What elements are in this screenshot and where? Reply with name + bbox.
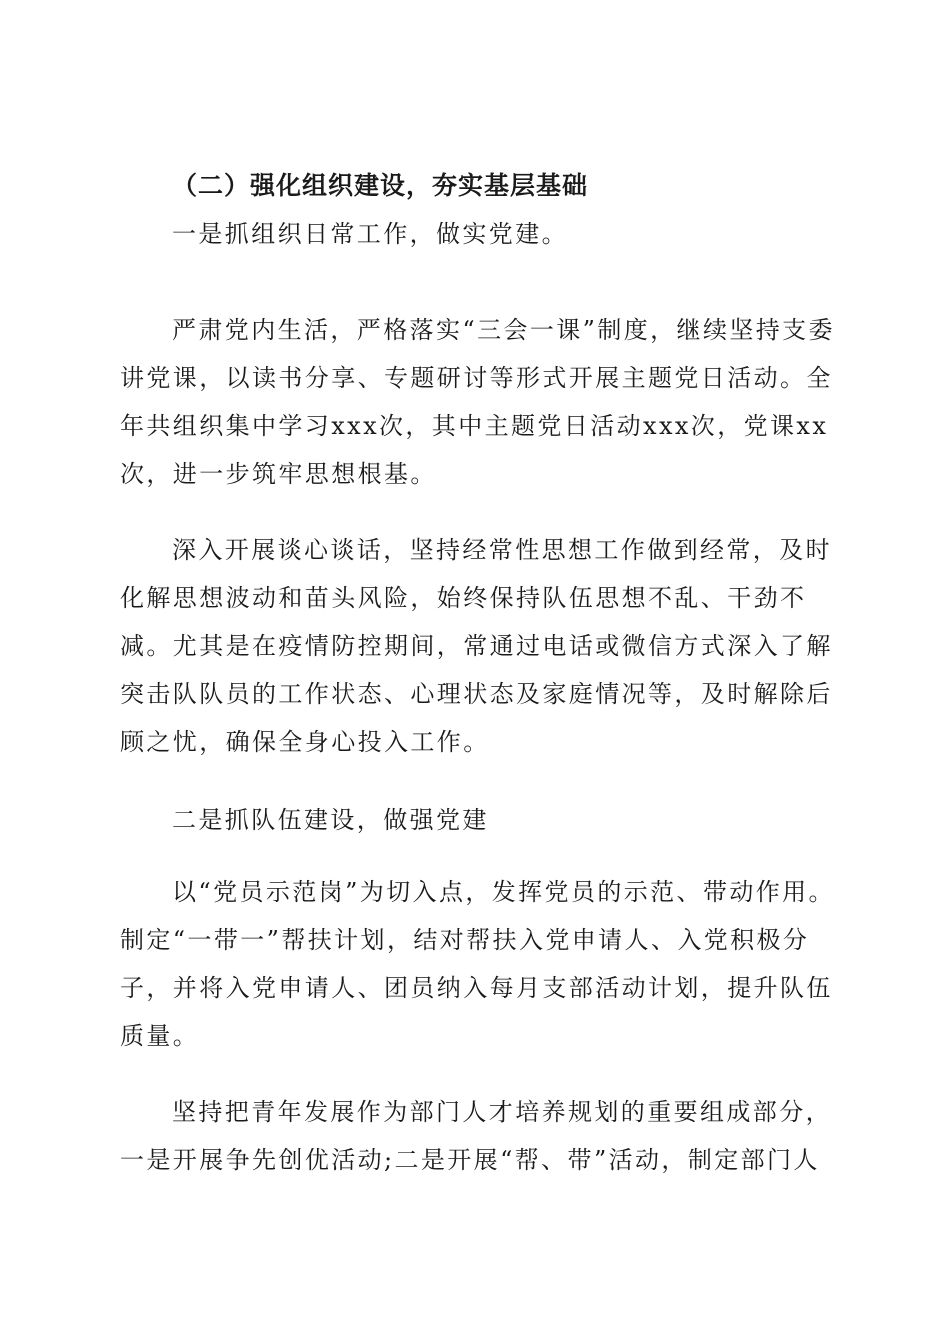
paragraph-heart-talk: 深入开展谈心谈话，坚持经常性思想工作做到经常，及时化解思想波动和苗头风险，始终保持队伍思想不乱、干劲不减。尤其是在疫情防控期间，常通过电话或微信方式深入了解突击队队员的工作状态、心理状态及家庭情况等，及时解除后顾之忧，确保全身心投入工作。 (120, 536, 833, 756)
paragraph-youth-development: 坚持把青年发展作为部门人才培养规划的重要组成部分，一是开展争先创优活动;二是开展“帮、带”活动，制定部门人 (120, 1098, 832, 1174)
section-heading: （二）强化组织建设，夯实基层基础 (172, 171, 589, 200)
paragraph-demo-post: 以“党员示范岗”为切入点，发挥党员的示范、带动作用。制定“一带一”帮扶计划，结对帮扶入党申请人、入党积极分子，并将入党申请人、团员纳入每月支部活动计划，提升队伍质量。 (120, 878, 835, 1050)
paragraph-subheading-1: 一是抓组织日常工作，做实党建。 (172, 220, 568, 248)
paragraph-subheading-2: 二是抓队伍建设，做强党建 (172, 806, 489, 834)
paragraph-party-life: 严肃党内生活，严格落实“三会一课”制度，继续坚持支委讲党课，以读书分享、专题研讨等形式开展主题党日活动。全年共组织集中学习xxx次，其中主题党日活动xxx次，党课xx次，进一步筑牢思想根基。 (120, 316, 835, 488)
